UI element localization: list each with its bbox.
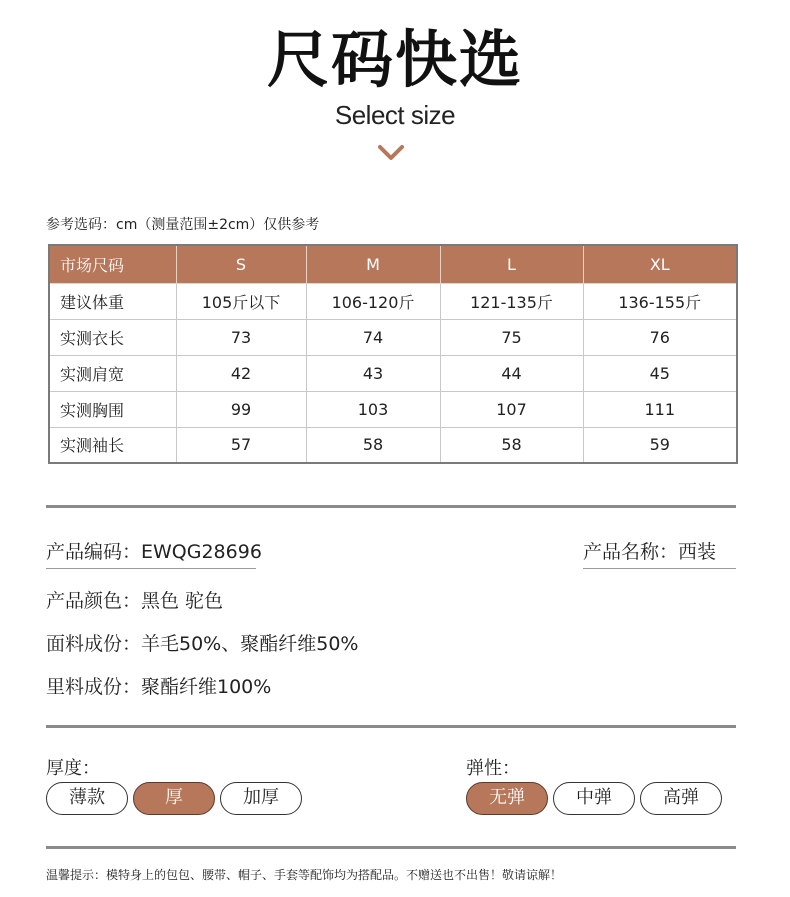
table-row [49,391,737,427]
elasticity-label: 弹性： [466,758,520,779]
table-cell: 实测衣长 [49,319,176,355]
reference-note: 参考选码：cm（测量范围±2cm）仅供参考 [46,217,320,233]
table-row [49,319,737,355]
thickness-label: 厚度： [46,758,100,779]
table-cell: 99 [176,391,306,427]
table-cell: 45 [583,355,737,391]
table-cell: 105斤以下 [176,283,306,319]
product-lining: 里料成份：聚酯纤维100% [46,676,272,698]
product-fabric: 面料成份：羊毛50%、聚酯纤维50% [46,633,359,655]
page-subtitle: Select size [334,100,456,130]
column-header: M [306,245,440,283]
column-header: S [176,245,306,283]
column-header: XL [583,245,737,283]
table-cell: 75 [440,319,583,355]
product-name: 产品名称：西装 [583,541,717,563]
table-row [49,427,737,463]
chevron-down-icon [377,142,405,164]
table-cell: 106-120斤 [306,283,440,319]
product-code: 产品编码：EWQG28696 [46,541,262,563]
table-cell: 103 [306,391,440,427]
table-cell: 实测胸围 [49,391,176,427]
table-row [49,355,737,391]
table-cell: 58 [306,427,440,463]
elasticity-option-high: 高弹 [640,782,722,815]
table-cell: 111 [583,391,737,427]
product-color: 产品颜色：黑色 驼色 [46,590,224,612]
table-cell: 实测袖长 [49,427,176,463]
table-cell: 57 [176,427,306,463]
table-cell: 74 [306,319,440,355]
table-cell: 42 [176,355,306,391]
section-divider [46,846,736,849]
table-header-row [49,245,737,283]
page-title: 尺码快选 [266,23,523,96]
elasticity-option-medium: 中弹 [553,782,635,815]
table-cell: 59 [583,427,737,463]
table-cell: 136-155斤 [583,283,737,319]
section-divider [46,505,736,508]
table-cell: 76 [583,319,737,355]
table-row [49,283,737,319]
column-header: L [440,245,583,283]
thickness-option-thin: 薄款 [46,782,128,815]
table-cell: 58 [440,427,583,463]
table-cell: 121-135斤 [440,283,583,319]
thickness-option-extra-thick: 加厚 [220,782,302,815]
product-code-underline [46,568,256,569]
table-cell: 44 [440,355,583,391]
table-cell: 实测肩宽 [49,355,176,391]
size-table [48,244,738,464]
table-cell: 建议体重 [49,283,176,319]
thickness-option-thick: 厚 [133,782,215,815]
elasticity-option-none: 无弹 [466,782,548,815]
table-cell: 73 [176,319,306,355]
table-cell: 43 [306,355,440,391]
product-name-underline [583,568,736,569]
column-header: 市场尺码 [49,245,176,283]
footer-note: 温馨提示：模特身上的包包、腰带、帽子、手套等配饰均为搭配品。不赠送也不出售！敬请谅解！ [46,868,563,882]
section-divider [46,725,736,728]
table-cell: 107 [440,391,583,427]
